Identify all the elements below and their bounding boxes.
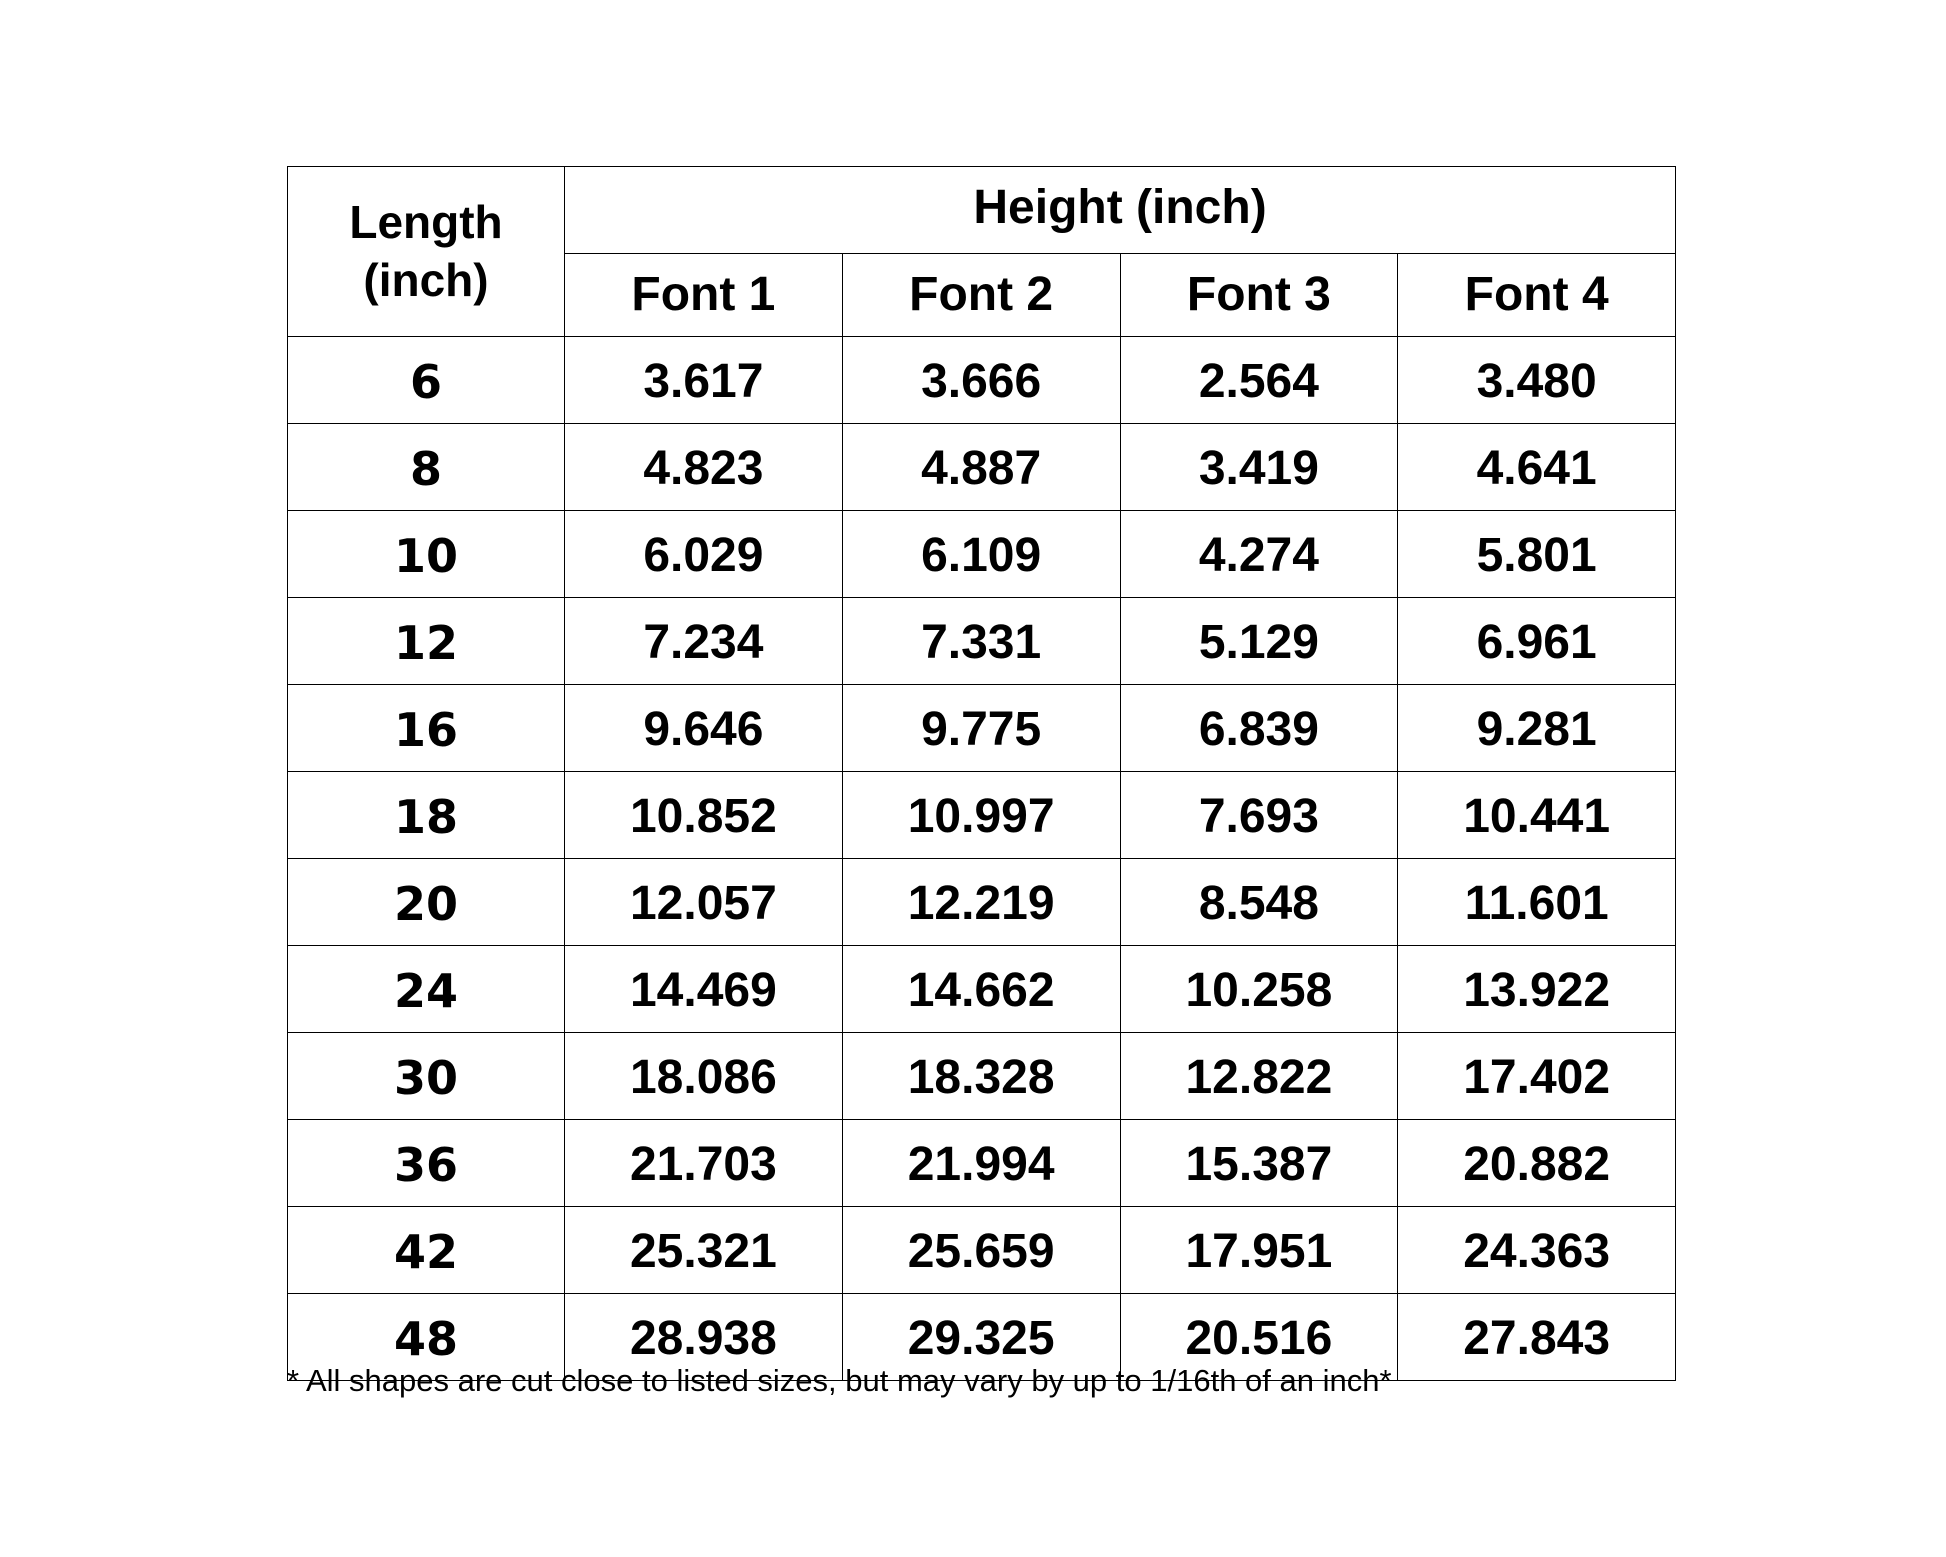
table-row xyxy=(288,1033,1676,1120)
height-cell-font-2: 4.887 xyxy=(842,424,1120,511)
length-cell: 10 xyxy=(288,511,565,598)
length-cell: 6 xyxy=(288,337,565,424)
table-row xyxy=(288,511,1676,598)
height-cell-font-2: 29.325 xyxy=(842,1294,1120,1381)
length-cell: 36 xyxy=(288,1120,565,1207)
height-cell-font-1: 10.852 xyxy=(565,772,843,859)
height-cell-font-1: 4.823 xyxy=(565,424,843,511)
height-cell-font-3: 5.129 xyxy=(1120,598,1398,685)
height-cell-font-3: 3.419 xyxy=(1120,424,1398,511)
height-cell-font-4: 3.480 xyxy=(1398,337,1676,424)
height-group-header: Height (inch) xyxy=(565,167,1676,254)
table-row xyxy=(288,1120,1676,1207)
font-1-header: Font 1 xyxy=(565,254,843,337)
size-chart-table xyxy=(287,166,1676,1381)
height-cell-font-4: 11.601 xyxy=(1398,859,1676,946)
length-column-header: Length (inch) xyxy=(288,167,565,337)
height-cell-font-1: 25.321 xyxy=(565,1207,843,1294)
height-cell-font-2: 18.328 xyxy=(842,1033,1120,1120)
height-cell-font-2: 12.219 xyxy=(842,859,1120,946)
height-cell-font-1: 3.617 xyxy=(565,337,843,424)
height-cell-font-2: 7.331 xyxy=(842,598,1120,685)
font-2-header: Font 2 xyxy=(842,254,1120,337)
height-cell-font-3: 12.822 xyxy=(1120,1033,1398,1120)
height-cell-font-1: 9.646 xyxy=(565,685,843,772)
length-cell: 20 xyxy=(288,859,565,946)
height-cell-font-4: 20.882 xyxy=(1398,1120,1676,1207)
height-cell-font-1: 18.086 xyxy=(565,1033,843,1120)
height-cell-font-3: 8.548 xyxy=(1120,859,1398,946)
height-cell-font-4: 17.402 xyxy=(1398,1033,1676,1120)
height-cell-font-2: 9.775 xyxy=(842,685,1120,772)
height-cell-font-3: 7.693 xyxy=(1120,772,1398,859)
height-cell-font-3: 6.839 xyxy=(1120,685,1398,772)
height-cell-font-2: 6.109 xyxy=(842,511,1120,598)
height-cell-font-1: 6.029 xyxy=(565,511,843,598)
height-cell-font-1: 28.938 xyxy=(565,1294,843,1381)
length-cell: 42 xyxy=(288,1207,565,1294)
table-row xyxy=(288,337,1676,424)
height-cell-font-4: 9.281 xyxy=(1398,685,1676,772)
height-cell-font-4: 6.961 xyxy=(1398,598,1676,685)
height-cell-font-1: 21.703 xyxy=(565,1120,843,1207)
height-cell-font-2: 3.666 xyxy=(842,337,1120,424)
table-row xyxy=(288,1207,1676,1294)
length-cell: 24 xyxy=(288,946,565,1033)
table-row xyxy=(288,598,1676,685)
height-cell-font-3: 20.516 xyxy=(1120,1294,1398,1381)
length-cell: 48 xyxy=(288,1294,565,1381)
height-cell-font-1: 7.234 xyxy=(565,598,843,685)
height-cell-font-1: 12.057 xyxy=(565,859,843,946)
length-cell: 16 xyxy=(288,685,565,772)
height-cell-font-3: 10.258 xyxy=(1120,946,1398,1033)
height-cell-font-1: 14.469 xyxy=(565,946,843,1033)
table-row xyxy=(288,772,1676,859)
footnote: * All shapes are cut close to listed sizes, but may vary by up to 1/16th of an inch* xyxy=(287,1363,1392,1398)
height-cell-font-4: 24.363 xyxy=(1398,1207,1676,1294)
length-cell: 18 xyxy=(288,772,565,859)
table-row xyxy=(288,685,1676,772)
height-cell-font-4: 13.922 xyxy=(1398,946,1676,1033)
height-cell-font-4: 27.843 xyxy=(1398,1294,1676,1381)
table-body xyxy=(288,337,1676,1381)
table-row xyxy=(288,424,1676,511)
height-cell-font-3: 17.951 xyxy=(1120,1207,1398,1294)
length-cell: 12 xyxy=(288,598,565,685)
height-cell-font-4: 10.441 xyxy=(1398,772,1676,859)
height-cell-font-2: 14.662 xyxy=(842,946,1120,1033)
height-cell-font-2: 10.997 xyxy=(842,772,1120,859)
font-3-header: Font 3 xyxy=(1120,254,1398,337)
height-cell-font-3: 15.387 xyxy=(1120,1120,1398,1207)
height-cell-font-4: 5.801 xyxy=(1398,511,1676,598)
height-cell-font-2: 25.659 xyxy=(842,1207,1120,1294)
table-header-row xyxy=(288,167,1676,254)
height-cell-font-4: 4.641 xyxy=(1398,424,1676,511)
table-row xyxy=(288,946,1676,1033)
height-cell-font-3: 4.274 xyxy=(1120,511,1398,598)
height-cell-font-3: 2.564 xyxy=(1120,337,1398,424)
font-4-header: Font 4 xyxy=(1398,254,1676,337)
length-cell: 30 xyxy=(288,1033,565,1120)
height-cell-font-2: 21.994 xyxy=(842,1120,1120,1207)
table-row xyxy=(288,859,1676,946)
length-cell: 8 xyxy=(288,424,565,511)
